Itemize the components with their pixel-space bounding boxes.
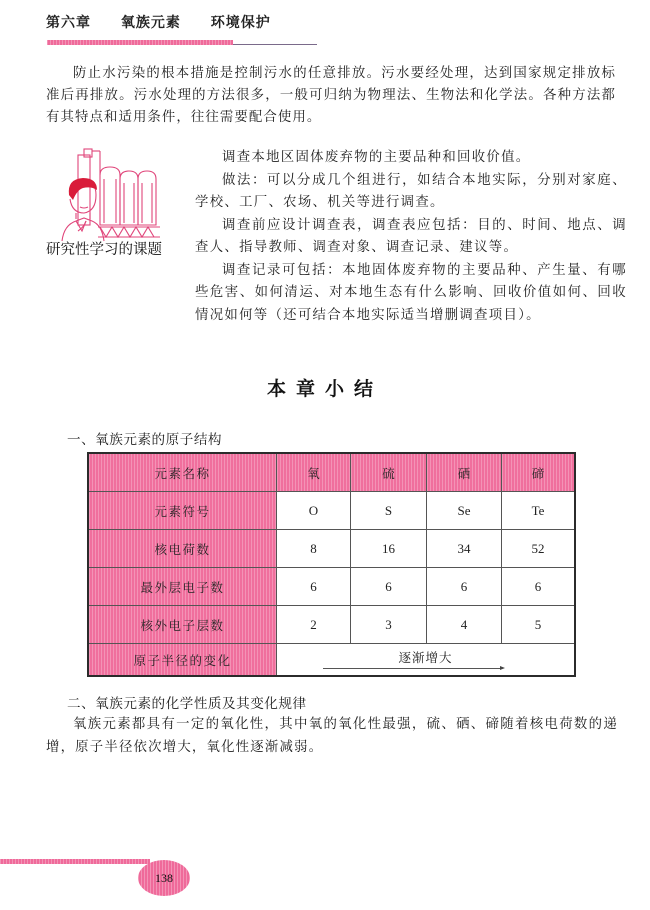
arrow-right-icon	[323, 668, 501, 669]
table-cell: 2	[277, 606, 351, 644]
table-cell: 3	[351, 606, 427, 644]
table-cell: 34	[427, 530, 502, 568]
table-cell: 6	[277, 568, 351, 606]
table-cell: 6	[351, 568, 427, 606]
oxygen-family-table	[87, 452, 576, 677]
trend-cell	[277, 644, 574, 675]
section-heading-chemical-properties: 二、氧族元素的化学性质及其变化规律	[67, 696, 307, 712]
research-illustration	[48, 145, 163, 245]
footer-accent-bar	[0, 859, 150, 864]
table-header-cell: 元素名称	[89, 454, 277, 492]
running-header	[46, 12, 285, 32]
table-cell: Te	[502, 492, 574, 530]
research-paragraph: 做法：可以分成几个组进行，如结合本地实际，分别对家庭、学校、工厂、农场、机关等进行调查。	[195, 172, 627, 210]
table-header-cell: 碲	[502, 454, 574, 492]
table-cell: O	[277, 492, 351, 530]
trend-label: 逐渐增大	[398, 649, 453, 665]
section-title: 环境保护	[210, 15, 271, 31]
table-row-label: 核电荷数	[89, 530, 277, 568]
chemical-properties-paragraph: 氧族元素都具有一定的氧化性，其中氧的氧化性最强，硫、硒、碲随着核电荷数的递增，原子半径依次增大，氧化性逐渐减弱。	[46, 717, 618, 755]
research-text	[195, 147, 627, 327]
table-cell: 16	[351, 530, 427, 568]
research-paragraph: 调查前应设计调查表，调查表应包括：目的、时间、地点、调查人、指导教师、调查对象、调查记录、建议等。	[195, 217, 627, 255]
chapter-number: 第六章	[46, 15, 91, 31]
intro-paragraph: 防止水污染的根本措施是控制污水的任意排放。污水要经处理，达到国家规定排放标准后再排放。污水处理的方法很多，一般可归纳为物理法、生物法和化学法。各种方法都有其特点和适用条件，往往需要配合使用。	[46, 66, 616, 125]
table-header-cell: 硫	[351, 454, 427, 492]
research-caption: 研究性学习的课题	[46, 242, 162, 258]
factory-worker-illustration-icon	[48, 145, 163, 245]
table-cell: S	[351, 492, 427, 530]
table-row-label: 原子半径的变化	[89, 644, 277, 675]
table-header-cell: 氧	[277, 454, 351, 492]
page-number-badge	[138, 860, 190, 896]
table-row-label: 最外层电子数	[89, 568, 277, 606]
summary-title: 本章小结	[266, 378, 383, 400]
chapter-title: 氧族元素	[120, 15, 181, 31]
header-rule	[233, 44, 317, 45]
table-row-label: 核外电子层数	[89, 606, 277, 644]
table-cell: 6	[427, 568, 502, 606]
table-cell: 5	[502, 606, 574, 644]
section-heading-atomic-structure: 一、氧族元素的原子结构	[67, 432, 223, 448]
header-accent-bar	[47, 40, 233, 45]
research-paragraph: 调查记录可包括：本地固体废弃物的主要品种、产生量、有哪些危害、如何清运、对本地生态有什么影响、回收价值如何、回收情况如何等（还可结合本地实际适当增删调查项目）。	[195, 262, 627, 323]
table-cell: 4	[427, 606, 502, 644]
research-paragraph: 调查本地区固体废弃物的主要品种和回收价值。	[222, 150, 531, 165]
table-header-cell: 硒	[427, 454, 502, 492]
table-row-label: 元素符号	[89, 492, 277, 530]
page-number: 138	[155, 870, 173, 885]
table-cell: 52	[502, 530, 574, 568]
table-cell: 6	[502, 568, 574, 606]
table-cell: 8	[277, 530, 351, 568]
table-cell: Se	[427, 492, 502, 530]
